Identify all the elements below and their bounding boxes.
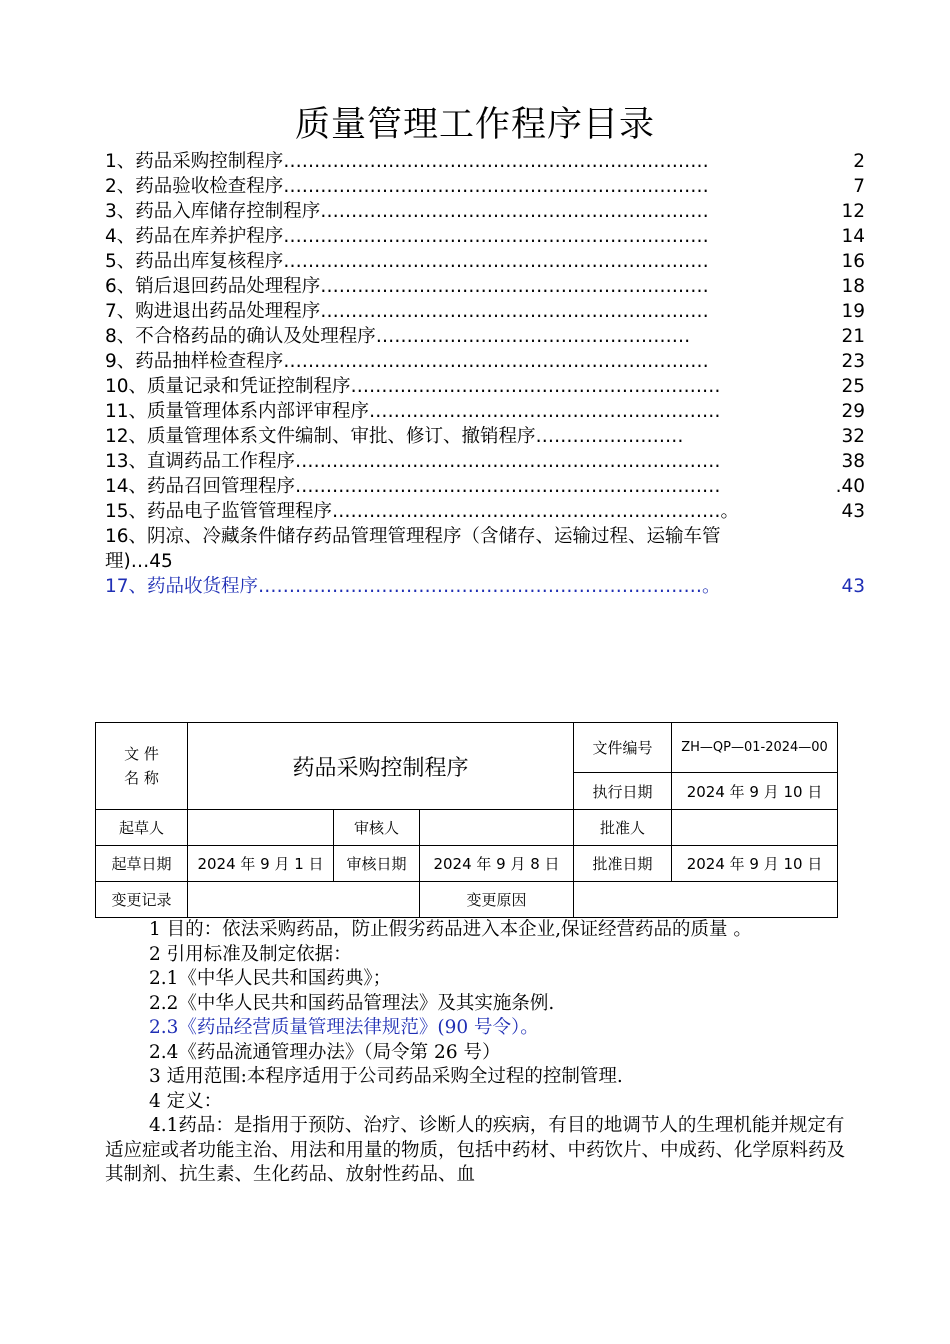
drafter-label: 起草人 — [96, 810, 188, 846]
toc-entry[interactable] — [105, 349, 865, 374]
toc-leader-dots: …………………………………………………………… — [283, 351, 709, 372]
toc-entry[interactable] — [105, 524, 865, 549]
exec-date: 2024 年 9 月 10 日 — [672, 773, 838, 810]
toc-entry[interactable] — [105, 374, 865, 399]
toc-page-number: 43 — [841, 576, 865, 597]
toc-entry-label: 6、销后退回药品处理程序 — [105, 276, 321, 297]
toc-entry[interactable] — [105, 324, 865, 349]
table-of-contents — [105, 149, 865, 599]
toc-entry-label: 2、药品验收检查程序 — [105, 176, 284, 197]
toc-entry-label: 17、药品收货程序 — [105, 576, 259, 597]
toc-leader-dots: ………………………………………………… — [369, 401, 721, 422]
reference-heading: 2 引用标准及制定依据： — [149, 943, 352, 965]
toc-entry-label: 14、药品召回管理程序 — [105, 476, 296, 497]
toc-leader-dots: …………………………………………………… — [350, 376, 721, 397]
toc-entry-label: 15、药品电子监管管理程序 — [105, 501, 333, 522]
toc-entry-label: 10、质量记录和凭证控制程序 — [105, 376, 351, 397]
toc-entry[interactable] — [105, 474, 865, 499]
toc-entry-label: 5、药品出库复核程序 — [105, 251, 284, 272]
definition-heading: 4 定义： — [149, 1090, 223, 1112]
toc-page-number: 25 — [841, 376, 865, 397]
toc-page-number: 38 — [841, 451, 865, 472]
toc-leader-dots: …………………………………………………………… — [295, 476, 721, 497]
toc-leader-dots: ………………………………………………………。 — [332, 501, 740, 522]
toc-leader-dots: …………………………………………… — [375, 326, 691, 347]
toc-page-number: 29 — [841, 401, 865, 422]
document-control-table — [95, 722, 838, 918]
toc-entry-label: 4、药品在库养护程序 — [105, 226, 284, 247]
approve-date: 2024 年 9 月 10 日 — [672, 846, 838, 882]
reference-item-link[interactable]: 2.3《药品经营质量管理法律规范》(90 号令）。 — [149, 1017, 539, 1038]
toc-page-number: 14 — [841, 226, 865, 247]
procedure-body — [105, 918, 855, 1188]
review-date: 2024 年 9 月 8 日 — [420, 846, 574, 882]
toc-entry-label: 11、质量管理体系内部评审程序 — [105, 401, 370, 422]
doc-name: 药品采购控制程序 — [188, 723, 574, 810]
toc-leader-dots: …………………………………………………………… — [295, 451, 721, 472]
toc-page-number: 43 — [841, 501, 865, 522]
toc-page-number: 32 — [841, 426, 865, 447]
toc-leader-dots: ……………………………………………………… — [320, 301, 709, 322]
toc-page-number: 21 — [841, 326, 865, 347]
toc-entry-label: 3、药品入库储存控制程序 — [105, 201, 321, 222]
toc-leader-dots: …………………………………………………………… — [283, 151, 709, 172]
change-reason-label: 变更原因 — [420, 882, 574, 918]
toc-entry[interactable] — [105, 499, 865, 524]
toc-entry-label: 1、药品采购控制程序 — [105, 151, 284, 172]
toc-entry[interactable] — [105, 299, 865, 324]
page-title: 质量管理工作程序目录 — [294, 105, 655, 145]
toc-page-number: 7 — [853, 176, 865, 197]
toc-entry-label: 8、不合格药品的确认及处理程序 — [105, 326, 376, 347]
reviewer-value — [420, 810, 574, 846]
toc-page-number: 18 — [841, 276, 865, 297]
doc-name-label: 文 件 名 称 — [96, 723, 188, 810]
definition-paragraph: 4.1药品：是指用于预防、治疗、诊断人的疾病，有目的地调节人的生理机能并规定有适应症或者功能主治、用法和用量的物质，包括中药材、中药饮片、中成药、化学原料药及其制剂、抗生素、生化药品、放射性药品、血 — [105, 1115, 846, 1185]
reference-item: 2.2《中华人民共和国药品管理法》及其实施条例. — [149, 992, 555, 1014]
toc-page-number: 23 — [841, 351, 865, 372]
draft-date: 2024 年 9 月 1 日 — [188, 846, 334, 882]
toc-page-number: 19 — [841, 301, 865, 322]
toc-entry-label: 16、阴凉、冷藏条件储存药品管理管理程序（含储存、运输过程、运输车管 — [105, 526, 721, 547]
drafter-value — [188, 810, 334, 846]
toc-entry-label: 9、药品抽样检查程序 — [105, 351, 284, 372]
purpose-paragraph: 1 目的：依法采购药品，防止假劣药品进入本企业,保证经营药品的质量 。 — [149, 919, 752, 940]
toc-leader-dots: ………………………………………………………………。 — [258, 576, 721, 597]
toc-entry[interactable] — [105, 424, 865, 449]
toc-entry-label: 12、质量管理体系文件编制、审批、修订、撤销程序 — [105, 426, 536, 447]
review-date-label: 审核日期 — [334, 846, 420, 882]
toc-leader-dots: ……………………………………………………… — [320, 201, 709, 222]
doc-no: ZH—QP—01-2024—00 — [672, 723, 838, 773]
toc-leader-dots: …………………………………………………………… — [283, 226, 709, 247]
toc-entry[interactable] — [105, 549, 865, 574]
approve-date-label: 批准日期 — [574, 846, 672, 882]
toc-entry[interactable] — [105, 449, 865, 474]
toc-entry[interactable] — [105, 149, 865, 174]
toc-page-number: 12 — [841, 201, 865, 222]
toc-entry[interactable] — [105, 199, 865, 224]
toc-entry[interactable] — [105, 399, 865, 424]
toc-entry-label: 13、直调药品工作程序 — [105, 451, 296, 472]
reference-item: 2.1《中华人民共和国药典》； — [149, 968, 392, 989]
reference-item: 2.4《药品流通管理办法》（局令第 26 号） — [149, 1041, 501, 1063]
toc-entry-label: 7、购进退出药品处理程序 — [105, 301, 321, 322]
scope-paragraph: 3 适用范围:本程序适用于公司药品采购全过程的控制管理. — [149, 1066, 623, 1087]
toc-entry[interactable] — [105, 224, 865, 249]
approver-value — [672, 810, 838, 846]
reviewer-label: 审核人 — [334, 810, 420, 846]
toc-leader-dots: ……………………………………………………… — [320, 276, 709, 297]
toc-entry[interactable] — [105, 249, 865, 274]
approver-label: 批准人 — [574, 810, 672, 846]
toc-leader-dots: …………………………………………………………… — [283, 176, 709, 197]
doc-no-label: 文件编号 — [574, 723, 672, 773]
toc-leader-dots: …………………………………………………………… — [283, 251, 709, 272]
toc-entry[interactable] — [105, 274, 865, 299]
toc-leader-dots: …………………… — [535, 426, 684, 447]
toc-page-number: .40 — [835, 476, 865, 497]
toc-entry[interactable] — [105, 174, 865, 199]
toc-page-number: 2 — [853, 151, 865, 172]
change-record-value — [188, 882, 420, 918]
toc-entry[interactable] — [105, 574, 865, 599]
change-record-label: 变更记录 — [96, 882, 188, 918]
change-reason-value — [574, 882, 838, 918]
exec-date-label: 执行日期 — [574, 773, 672, 810]
draft-date-label: 起草日期 — [96, 846, 188, 882]
toc-entry-label: 理)…45 — [105, 551, 173, 572]
toc-page-number: 16 — [841, 251, 865, 272]
